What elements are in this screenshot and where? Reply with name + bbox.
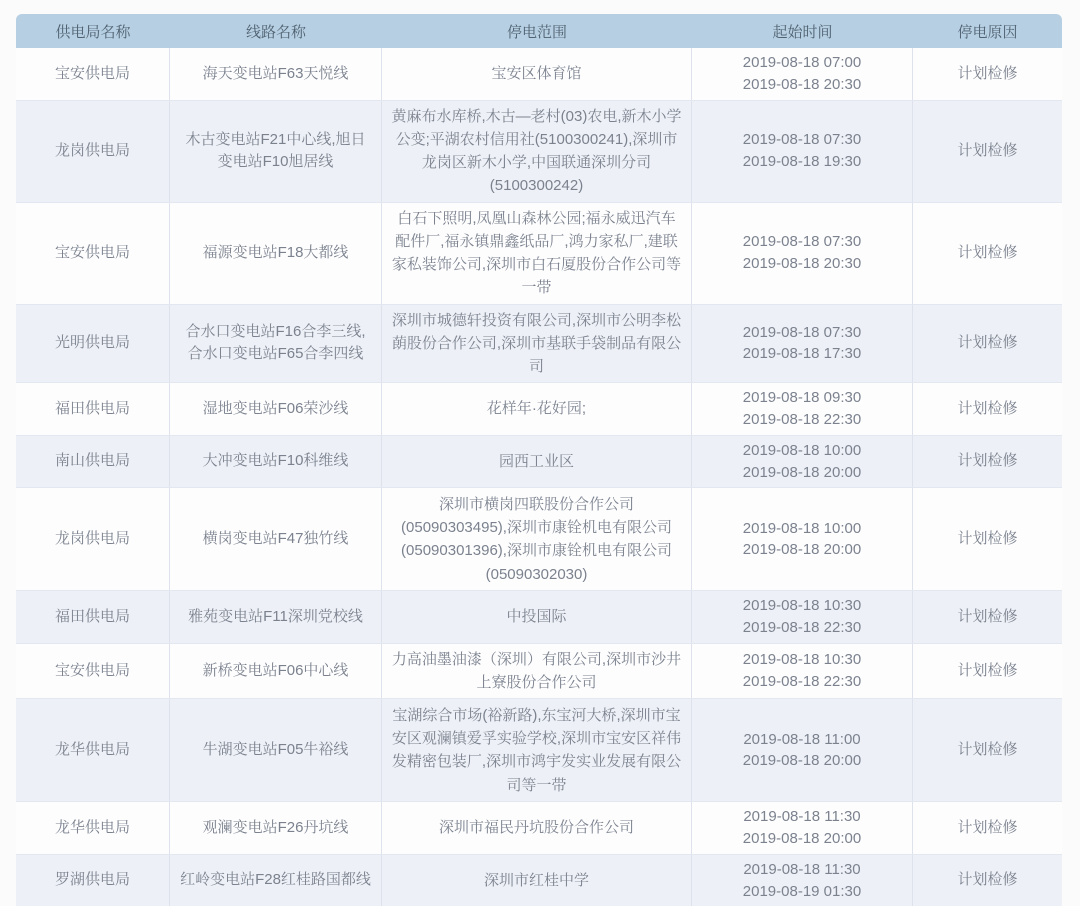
start-time: 2019-08-18 10:00 [742,519,862,537]
time-cell [692,855,913,906]
header-line-name: 线路名称 [245,23,306,41]
end-time: 2019-08-19 01:30 [742,882,862,900]
table-row [16,436,1062,489]
end-time: 2019-08-18 22:30 [742,619,862,636]
end-time: 2019-08-18 20:30 [742,75,862,93]
header-outage-reason: 停电原因 [957,23,1018,41]
line-cell: 湿地变电站F06荣沙线 [170,383,382,435]
scope-cell: 黄麻布水库桥,木古—老村(03)农电,新木小学公变;平湖农村信用社(5100300241),深圳市龙岗区新木小学,中国联通深圳分司(5100300242) [382,101,692,202]
scope-cell: 深圳市红桂中学 [382,855,692,906]
bureau-cell: 龙岗供电局 [16,488,170,590]
bureau-cell: 光明供电局 [16,305,170,383]
reason-cell: 计划检修 [957,452,1018,470]
header-bureau-name: 供电局名称 [55,23,131,41]
line-cell: 木古变电站F21中心线,旭日变电站F10旭居线 [170,101,382,202]
time-cell [692,699,913,801]
end-time: 2019-08-18 22:30 [742,411,862,428]
scope-cell: 宝湖综合市场(裕新路),东宝河大桥,深圳市宝安区观澜镇爱孚实验学校,深圳市宝安区祥伟发精密包装厂,深圳市鸿宇发实业发展有限公司等一带 [382,699,692,801]
time-cell [692,101,913,202]
table-row [16,48,1062,101]
line-cell: 新桥变电站F06中心线 [170,644,382,699]
line-cell: 红岭变电站F28红桂路国都线 [170,855,382,906]
time-cell [692,436,913,488]
time-cell [692,488,913,590]
bureau-cell: 福田供电局 [16,591,170,643]
bureau-cell: 宝安供电局 [16,644,170,699]
bureau-cell: 宝安供电局 [16,48,170,100]
line-cell: 牛湖变电站F05牛裕线 [170,699,382,801]
bureau-cell: 宝安供电局 [16,203,170,304]
table-row [16,855,1062,906]
line-cell: 观澜变电站F26丹坑线 [170,802,382,854]
time-cell [692,591,913,643]
line-cell: 海天变电站F63天悦线 [170,48,382,100]
end-time: 2019-08-18 22:30 [742,673,862,690]
reason-cell: 计划检修 [957,399,1018,417]
scope-cell: 中投国际 [382,591,692,643]
table-row [16,203,1062,305]
scope-cell: 花样年·花好园; [382,383,692,435]
bureau-cell: 龙华供电局 [16,802,170,854]
time-cell [692,203,913,304]
reason-cell: 计划检修 [957,334,1018,352]
bureau-cell: 福田供电局 [16,383,170,435]
table-row [16,305,1062,384]
reason-cell: 计划检修 [957,64,1018,82]
bureau-cell: 南山供电局 [16,436,170,488]
end-time: 2019-08-18 17:30 [742,345,862,363]
line-cell: 雅苑变电站F11深圳党校线 [170,591,382,643]
start-time: 2019-08-18 11:30 [743,808,861,826]
line-cell: 福源变电站F18大都线 [170,203,382,304]
table-row [16,699,1062,802]
bureau-cell: 龙岗供电局 [16,101,170,202]
scope-cell: 园西工业区 [382,436,692,488]
end-time: 2019-08-18 20:00 [742,830,862,847]
time-cell [692,383,913,435]
scope-cell: 深圳市横岗四联股份合作公司(05090303495),深圳市康铨机电有限公司(05090301396),深圳市康铨机电有限公司(05090302030) [382,488,692,590]
time-cell [692,802,913,854]
end-time: 2019-08-18 20:30 [742,255,862,272]
scope-cell: 深圳市福民丹坑股份合作公司 [382,802,692,854]
header-start-time: 起始时间 [772,23,833,41]
start-time: 2019-08-18 10:30 [742,597,862,615]
table-row [16,644,1062,700]
reason-cell: 计划检修 [957,243,1018,261]
scope-cell: 白石下照明,凤凰山森林公园;福永威迅汽车配件厂,福永镇鼎鑫纸品厂,鸿力家私厂,建联家私装饰公司,深圳市白石厦股份合作公司等一带 [382,203,692,304]
reason-cell: 计划检修 [957,871,1018,889]
scope-cell: 力高油墨油漆（深圳）有限公司,深圳市沙井上寮股份合作公司 [382,644,692,699]
start-time: 2019-08-18 07:30 [742,233,862,251]
bureau-cell: 罗湖供电局 [16,855,170,906]
bureau-cell: 龙华供电局 [16,699,170,801]
reason-cell: 计划检修 [957,818,1018,836]
table-row [16,383,1062,436]
start-time: 2019-08-18 07:30 [742,131,862,149]
line-cell: 合水口变电站F16合李三线,合水口变电站F65合李四线 [170,305,382,383]
start-time: 2019-08-18 11:30 [743,860,861,878]
reason-cell: 计划检修 [957,661,1018,679]
reason-cell: 计划检修 [957,141,1018,159]
scope-cell: 宝安区体育馆 [382,48,692,100]
end-time: 2019-08-18 20:00 [742,541,862,559]
table-row [16,101,1062,203]
end-time: 2019-08-18 19:30 [742,153,862,170]
start-time: 2019-08-18 10:00 [742,441,862,459]
table-row [16,802,1062,855]
scope-cell: 深圳市城德轩投资有限公司,深圳市公明李松蓢股份合作公司,深圳市基联手袋制品有限公司 [382,305,692,383]
start-time: 2019-08-18 07:30 [742,323,862,341]
header-outage-scope: 停电范围 [506,23,567,41]
time-cell [692,644,913,699]
end-time: 2019-08-18 20:00 [742,463,862,481]
start-time: 2019-08-18 07:00 [742,54,862,71]
start-time: 2019-08-18 10:30 [742,651,862,669]
reason-cell: 计划检修 [957,607,1018,625]
start-time: 2019-08-18 09:30 [742,389,862,407]
reason-cell: 计划检修 [957,530,1018,547]
power-outage-table [16,14,1062,906]
table-header [16,14,1062,48]
reason-cell: 计划检修 [957,741,1018,758]
line-cell: 大冲变电站F10科维线 [170,436,382,488]
time-cell [692,48,913,100]
table-row [16,591,1062,644]
line-cell: 横岗变电站F47独竹线 [170,488,382,590]
start-time: 2019-08-18 11:00 [743,730,861,748]
table-body [16,48,1062,906]
table-row [16,488,1062,591]
end-time: 2019-08-18 20:00 [742,752,862,770]
time-cell [692,305,913,383]
